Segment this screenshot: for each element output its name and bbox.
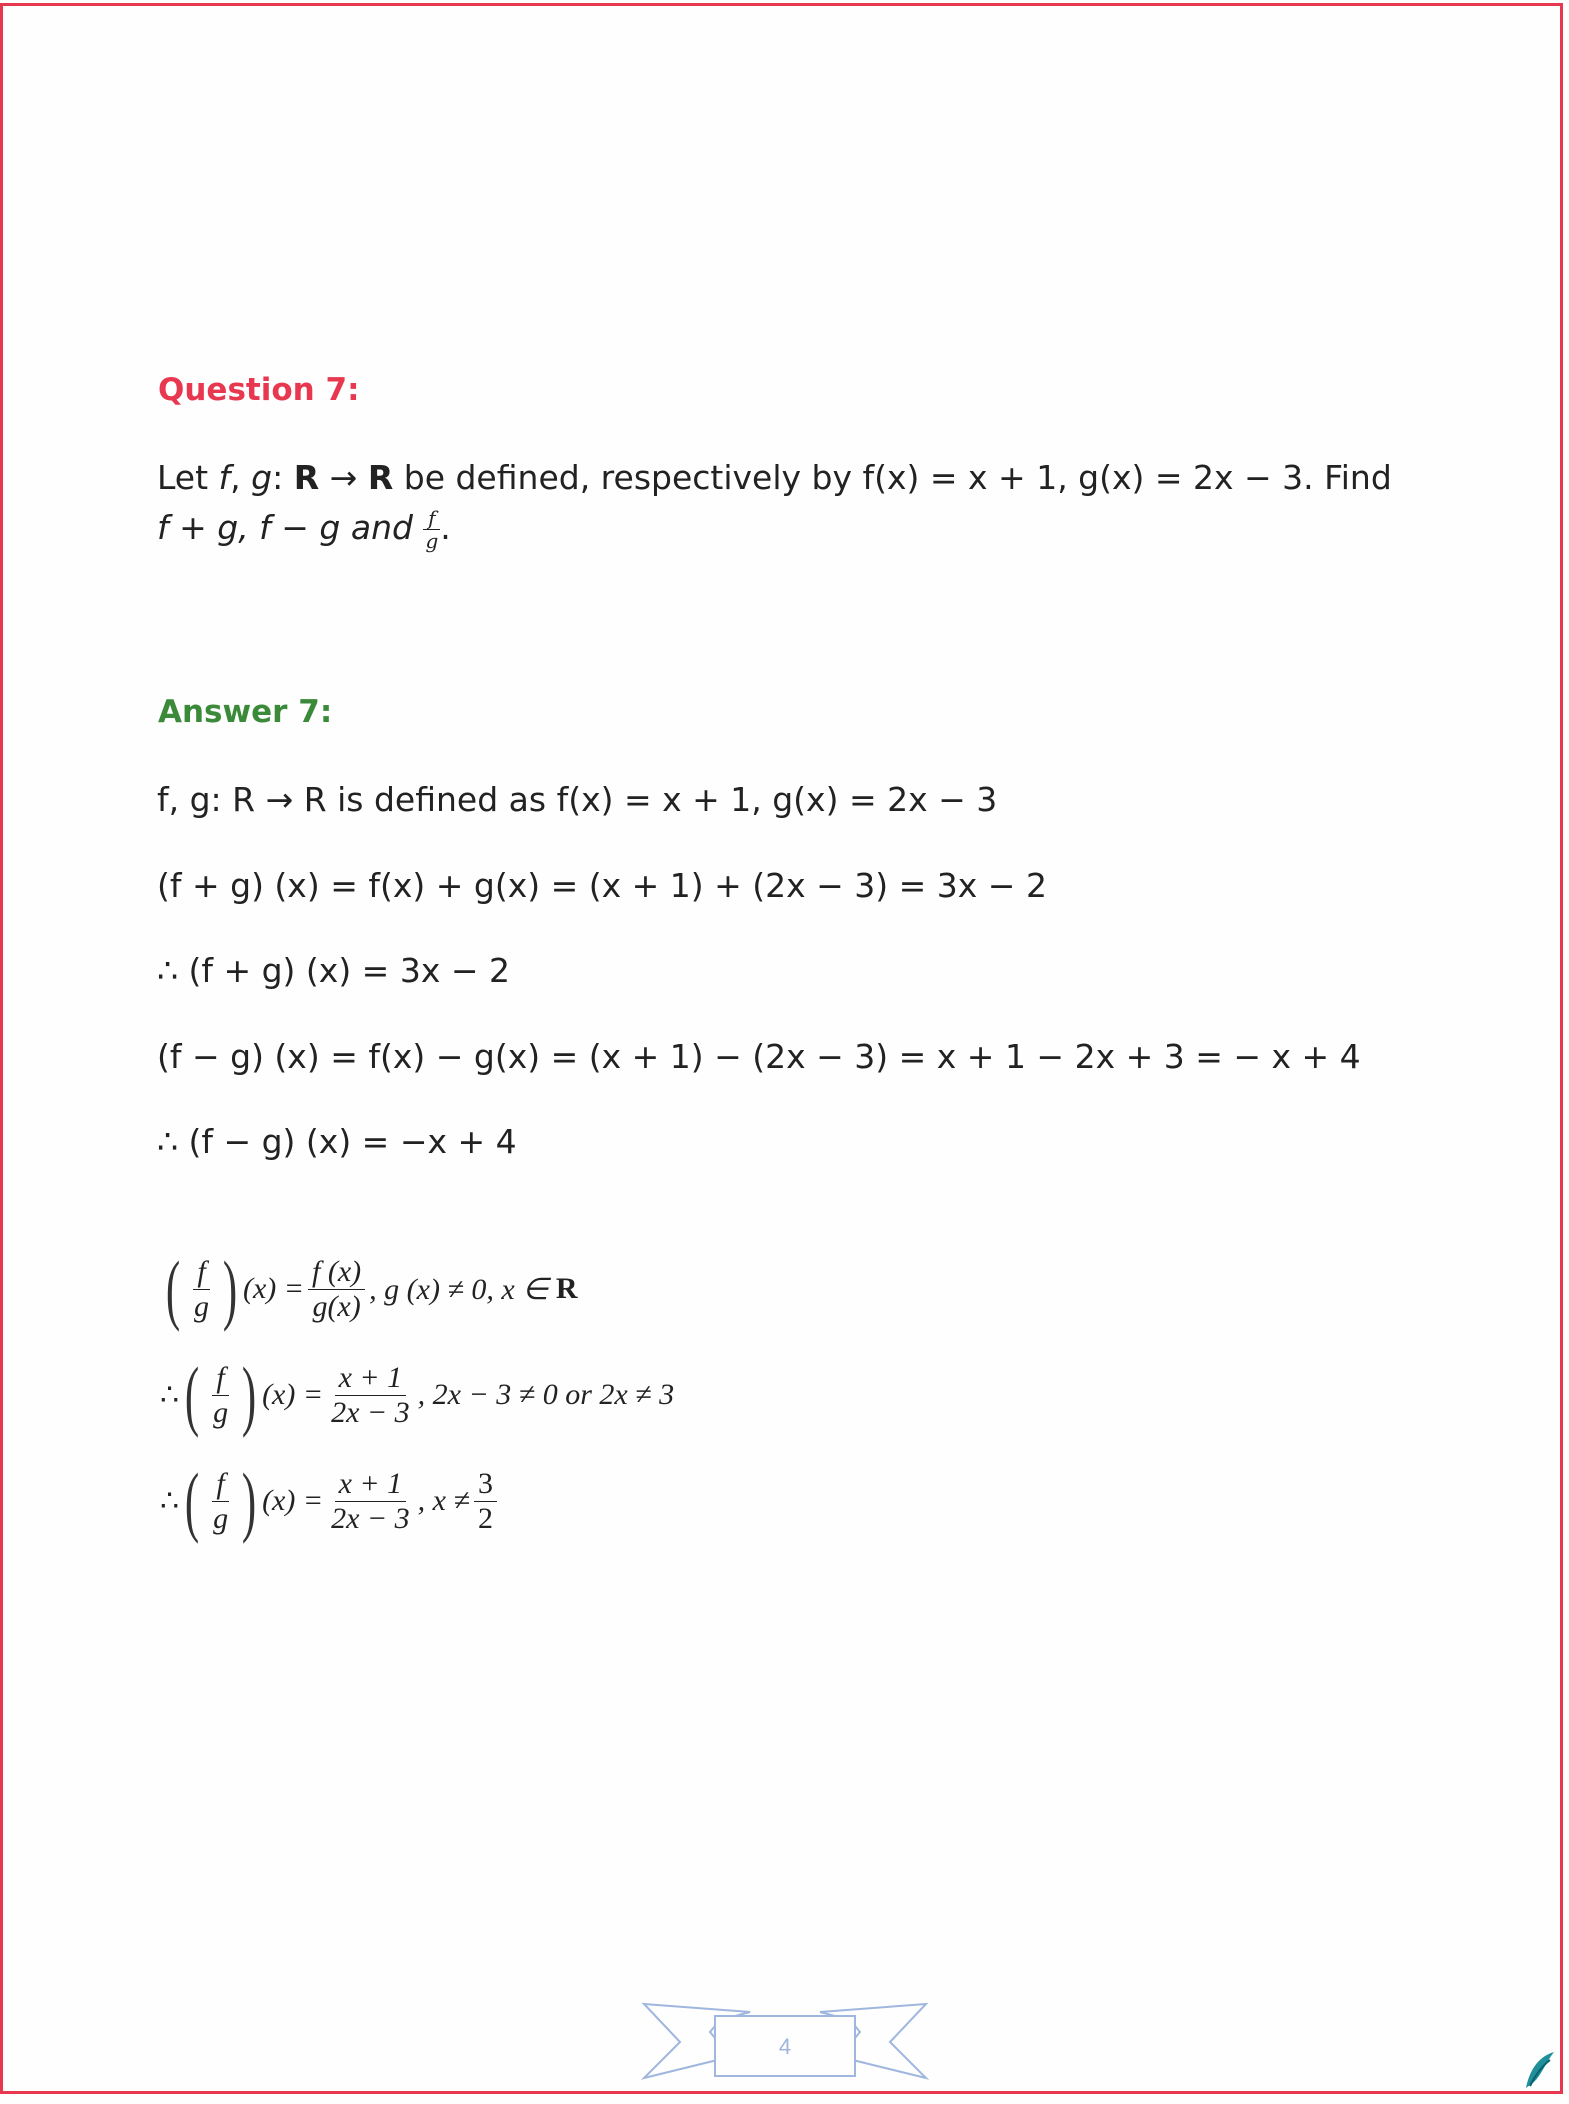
answer-heading: Answer 7: [158,694,333,730]
answer-line-1: f, g: R → R is defined as f(x) = x + 1, g(x) = 2x − 3 [157,780,998,819]
question-heading: Question 7: [158,372,360,408]
question-line-1: Let f, g: R → R be defined, respectively by f(x) = x + 1, g(x) = 2x − 3. Find [157,458,1392,497]
page-number: 4 [778,2034,792,2059]
answer-line-3: ∴ (f + g) (x) = 3x − 2 [157,951,510,990]
publisher-logo-icon [1520,2048,1556,2092]
question-line-2: f + g, f − g and $\frac{f}{g}$ . [157,506,451,553]
formula-line-1: ( f g ) (x) = $\frac{f (x)}{g(x)}$ , g (x) ≠ 0, x ∈ R [165,1245,578,1332]
answer-line-2: (f + g) (x) = f(x) + g(x) = (x + 1) + (2x − 3) = 3x − 2 [157,866,1047,905]
question-fraction: $\frac{f}{g}$ [425,506,439,553]
formula-line-2: ∴ ( f g ) (x) = $\frac{x + 1}{2x - 3}$ , 2x − 3 ≠ 0 or 2x ≠ 3 [160,1351,675,1438]
page-number-ribbon [640,1998,930,2084]
answer-line-5: ∴ (f − g) (x) = −x + 4 [157,1122,517,1161]
formula-line-3: ∴ ( f g ) (x) = $\frac{x + 1}{2x - 3}$ , x ≠ 3 2 [160,1462,501,1540]
answer-line-4: (f − g) (x) = f(x) − g(x) = (x + 1) − (2x − 3) = x + 1 − 2x + 3 = − x + 4 [157,1037,1361,1076]
